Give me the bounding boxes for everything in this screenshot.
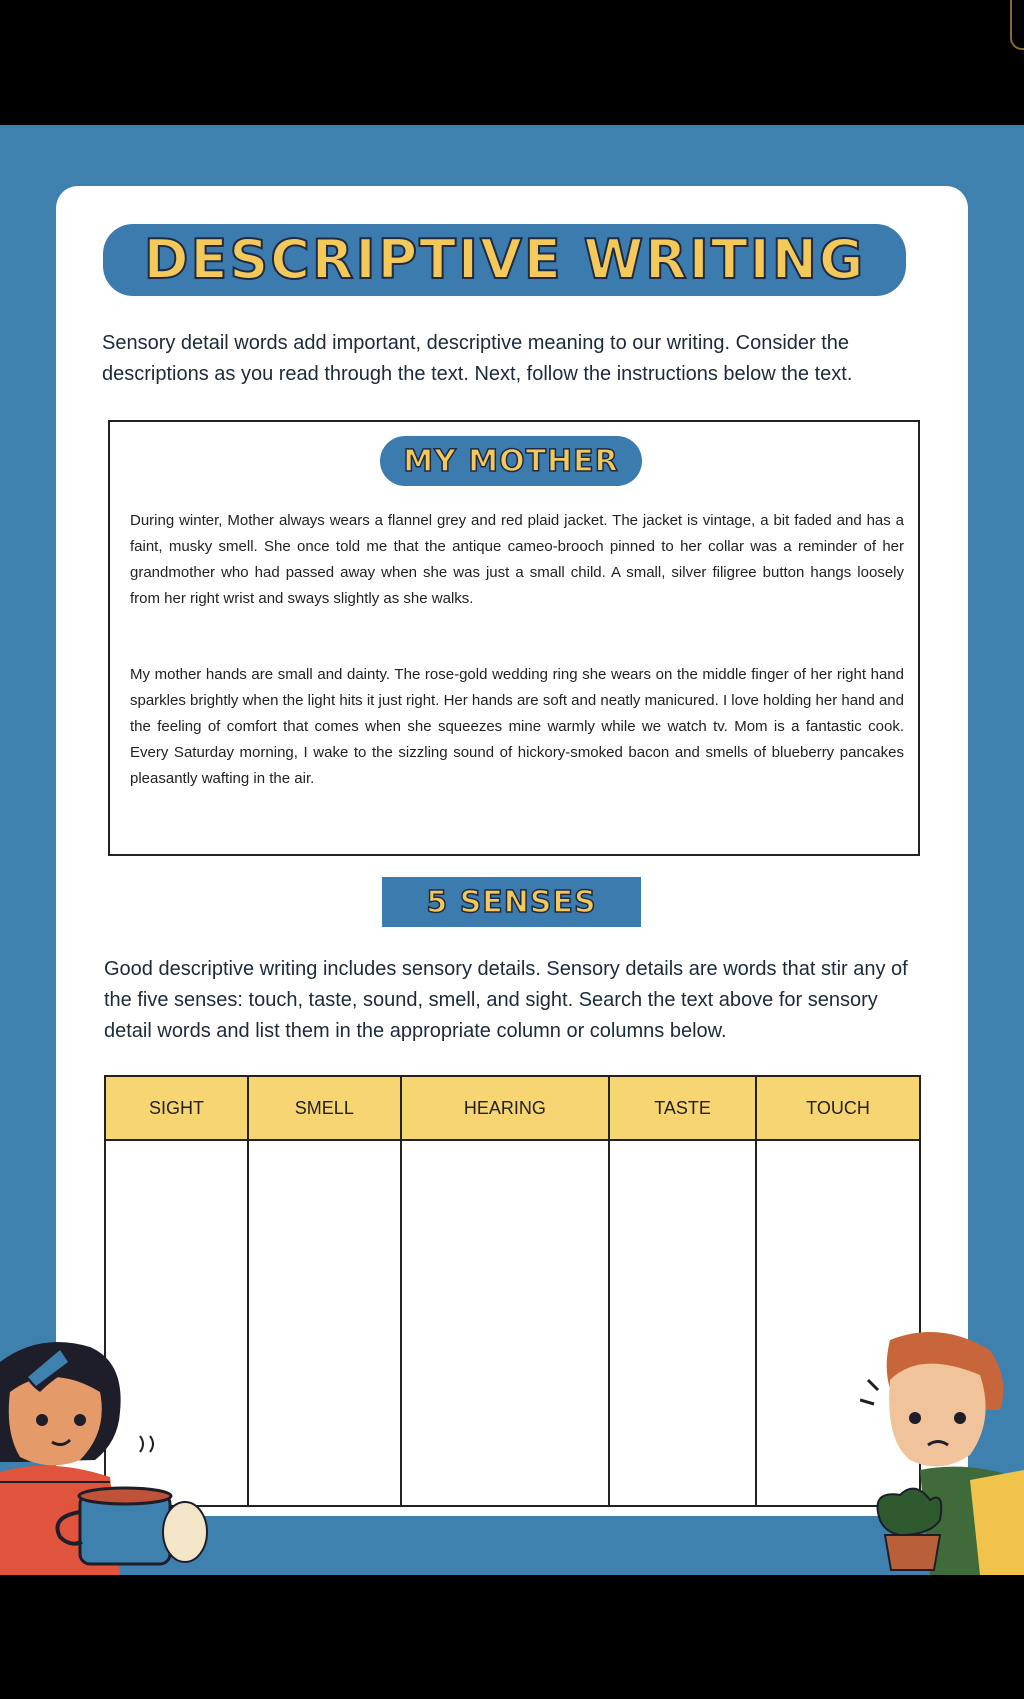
column-header-taste: TASTE [609,1076,756,1140]
column-header-hearing: HEARING [401,1076,609,1140]
boy-with-plant-illustration [860,1320,1024,1575]
story-title: MY MOTHER [403,443,619,479]
page-title: DESCRIPTIVE WRITING [143,228,866,291]
title-banner [103,224,906,296]
story-paragraph-2: My mother hands are small and dainty. The rose-gold wedding ring she wears on the middle finger of her right hand sparkles brightly when the light hits it just right. Her hands are soft and neatly manicured. I love holding her hand and the feeling of comfort that comes when she squeezes mine warmly while we watch tv. Mom is a fantastic cook. Every Saturday morning, I wake to the sizzling sound of hickory-smoked bacon and smells of blueberry pancakes pleasantly wafting in the air. [130,666,904,787]
column-header-sight: SIGHT [105,1076,248,1140]
smell-answer-cell[interactable] [248,1140,401,1506]
bottom-black-bar [0,1575,1024,1699]
corner-mark [1010,0,1024,50]
table-header-row [105,1076,920,1140]
senses-table [104,1075,921,1507]
column-header-touch: TOUCH [756,1076,920,1140]
senses-title: 5 SENSES [426,884,597,920]
column-header-smell: SMELL [248,1076,401,1140]
intro-text: Sensory detail words add important, descriptive meaning to our writing. Consider the descriptions as you read through the text. Next, follow the instructions below the text. [102,332,853,385]
top-black-bar [0,0,1024,125]
taste-answer-cell[interactable] [609,1140,756,1506]
table-row [105,1140,920,1506]
hearing-answer-cell[interactable] [401,1140,609,1506]
story-paragraph-1: During winter, Mother always wears a flannel grey and red plaid jacket. The jacket is vintage, a bit faded and has a faint, musky smell. She once told me that the antique cameo-brooch pinned to her collar was a reminder of her grandmother who had passed away when she was just a small child. A small, silver filigree button hangs loosely from her right wrist and sways slightly as she walks. [130,512,904,607]
girl-with-mug-illustration [0,1322,210,1575]
senses-banner [382,877,641,927]
senses-instructions: Good descriptive writing includes sensory details. Sensory details are words that stir any of the five senses: touch, taste, sound, smell, and sight. Search the text above for sensory detail words and list them in the appropriate column or columns below. [104,958,908,1042]
story-title-banner [380,436,642,486]
